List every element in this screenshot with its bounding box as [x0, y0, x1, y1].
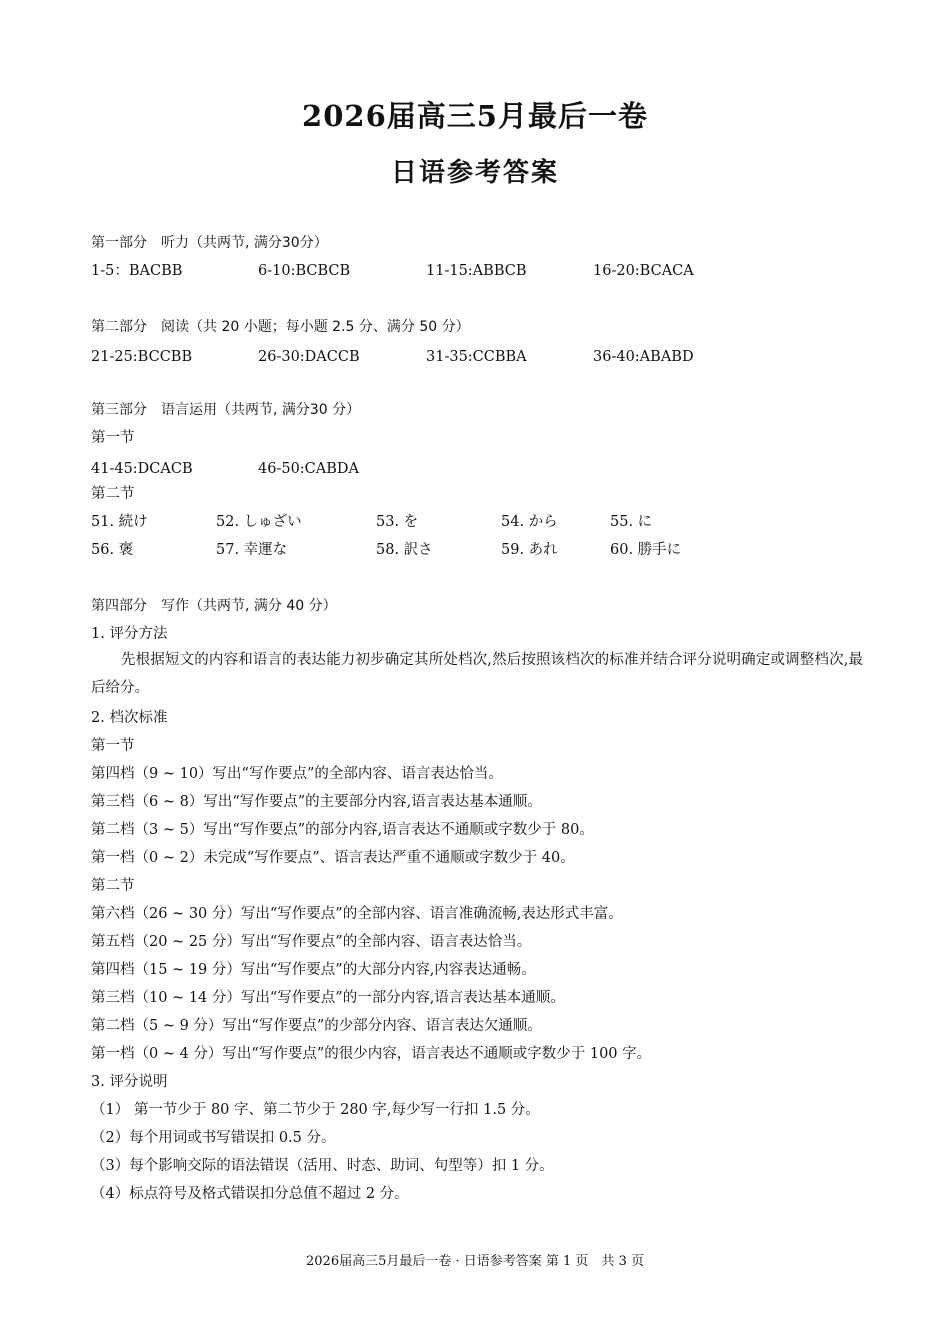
answer-group: 1-5：BACBB [91, 263, 183, 279]
section-label: 第二节 [91, 878, 135, 894]
part3-heading: 第三部分 语言运用（共两节, 满分30 分） [91, 402, 361, 418]
grade-line: 第四档（9 ~ 10）写出“写作要点”的全部内容、语言表达恰当。 [91, 766, 503, 782]
method-label: 1. 评分方法 [91, 626, 168, 642]
part1-heading: 第一部分 听力（共两节, 满分30分） [91, 235, 328, 251]
page-title: 2026届高三5月最后一卷 [302, 99, 648, 133]
fill-answer: 53. を [376, 514, 419, 530]
fill-answer: 60. 勝手に [610, 542, 682, 558]
section-label: 第一节 [91, 430, 135, 446]
answer-group: 46-50:CABDA [258, 461, 360, 477]
fill-answer: 56. 褒 [91, 542, 134, 558]
answer-group: 36-40:ABABD [593, 349, 694, 365]
grade-line: 第三档（6 ~ 8）写出“写作要点”的主要部分内容,语言表达基本通顺。 [91, 794, 542, 810]
notes-label: 3. 评分说明 [91, 1074, 168, 1090]
answer-group: 6-10:BCBCB [258, 263, 351, 279]
answer-group: 16-20:BCACA [593, 263, 694, 279]
grade-line: 第一档（0 ~ 2）未完成“写作要点”、语言表达严重不通顺或字数少于 40。 [91, 850, 575, 866]
grade-line: 第六档（26 ~ 30 分）写出“写作要点”的全部内容、语言准确流畅,表达形式丰富。 [91, 906, 623, 922]
answer-group: 26-30:DACCB [258, 349, 360, 365]
fill-answer: 51. 続け [91, 514, 148, 530]
section-label: 第一节 [91, 738, 135, 754]
note-line: （4）标点符号及格式错误扣分总值不超过 2 分。 [91, 1186, 409, 1202]
page-subtitle: 日语参考答案 [390, 158, 559, 188]
grade-line: 第二档（3 ~ 5）写出“写作要点”的部分内容,语言表达不通顺或字数少于 80。 [91, 822, 594, 838]
answer-group: 41-45:DCACB [91, 461, 193, 477]
note-line: （1） 第一节少于 80 字、第二节少于 280 字,每少写一行扣 1.5 分。 [91, 1102, 540, 1118]
fill-answer: 55. に [610, 514, 653, 530]
fill-answer: 59. あれ [501, 542, 558, 558]
part2-heading: 第二部分 阅读（共 20 小题；每小题 2.5 分、满分 50 分） [91, 319, 470, 335]
fill-answer: 58. 訳さ [376, 542, 433, 558]
grade-line: 第一档（0 ~ 4 分）写出“写作要点”的很少内容，语言表达不通顺或字数少于 100 字。 [91, 1046, 652, 1062]
note-line: （2）每个用词或书写错误扣 0.5 分。 [91, 1130, 336, 1146]
standard-label: 2. 档次标准 [91, 710, 168, 726]
answer-group: 11-15:ABBCB [426, 263, 527, 279]
grade-line: 第二档（5 ~ 9 分）写出“写作要点”的少部分内容、语言表达欠通顺。 [91, 1018, 542, 1034]
fill-answer: 57. 幸運な [216, 542, 288, 558]
grade-line: 第三档（10 ~ 14 分）写出“写作要点”的一部分内容,语言表达基本通顺。 [91, 990, 565, 1006]
note-line: （3）每个影响交际的语法错误（活用、时态、助词、句型等）扣 1 分。 [91, 1158, 554, 1174]
page-footer: 2026届高三5月最后一卷 · 日语参考答案 第 1 页 共 3 页 [306, 1254, 644, 1269]
method-text: 先根据短文的内容和语言的表达能力初步确定其所处档次,然后按照该档次的标准并结合评分说明确定或调整档次,最后给分。 [91, 652, 863, 696]
fill-answer: 52. しゅざい [216, 514, 302, 530]
part4-heading: 第四部分 写作（共两节, 满分 40 分） [91, 598, 337, 614]
answer-group: 31-35:CCBBA [426, 349, 527, 365]
section-label: 第二节 [91, 486, 135, 502]
fill-answer: 54. から [501, 514, 558, 530]
answer-group: 21-25:BCCBB [91, 349, 193, 365]
grade-line: 第四档（15 ~ 19 分）写出“写作要点”的大部分内容,内容表达通畅。 [91, 962, 536, 978]
grade-line: 第五档（20 ~ 25 分）写出“写作要点”的全部内容、语言表达恰当。 [91, 934, 532, 950]
